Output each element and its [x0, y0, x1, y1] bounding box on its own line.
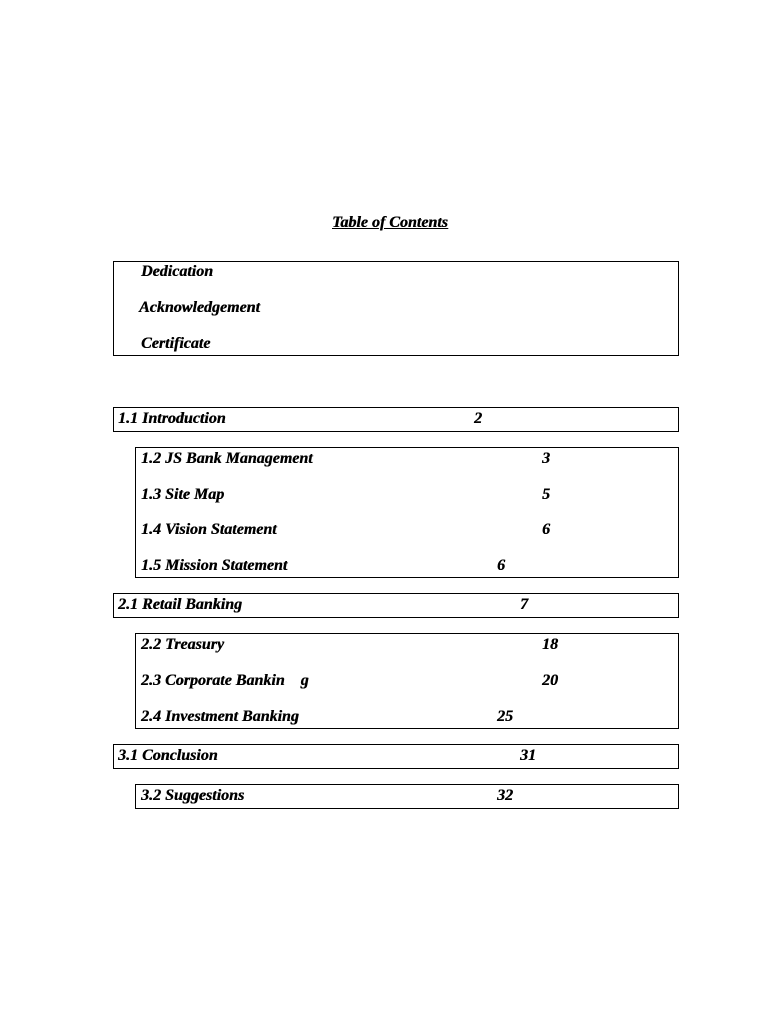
front-matter-acknowledgement[interactable]: Acknowledgement: [139, 299, 260, 316]
toc-entry-page: 32: [497, 787, 513, 804]
toc-entry-page: 6: [542, 521, 550, 538]
toc-entry-title[interactable]: 3.1 Conclusion: [118, 747, 218, 764]
toc-entry-page: 6: [497, 557, 505, 574]
toc-entry-title[interactable]: 1.2 JS Bank Management: [141, 450, 313, 467]
toc-entry-title[interactable]: 3.2 Suggestions: [141, 787, 245, 804]
toc-entry-title[interactable]: 1.1 Introduction: [118, 410, 226, 427]
toc-entry-title[interactable]: 1.3 Site Map: [141, 486, 225, 503]
toc-entry-title[interactable]: 2.1 Retail Banking: [118, 596, 243, 613]
toc-entry-title[interactable]: 1.5 Mission Statement: [141, 557, 288, 574]
toc-entry-page: 25: [497, 708, 513, 725]
toc-entry-title[interactable]: 2.2 Treasury: [141, 636, 224, 653]
toc-entry-title[interactable]: 1.4 Vision Statement: [141, 521, 277, 538]
toc-entry-page: 3: [542, 450, 550, 467]
toc-entry-page: 5: [542, 486, 550, 503]
toc-entry-title[interactable]: 2.4 Investment Banking: [141, 708, 299, 725]
toc-entry-title[interactable]: 2.3 Corporate Bankin g: [141, 672, 309, 689]
toc-entry-page: 18: [542, 636, 558, 653]
front-matter-dedication[interactable]: Dedication: [141, 263, 213, 280]
toc-entry-page: 31: [520, 747, 536, 764]
toc-entry-page: 2: [474, 410, 482, 427]
toc-entry-page: 7: [520, 596, 528, 613]
toc-entry-page: 20: [542, 672, 558, 689]
front-matter-certificate[interactable]: Certificate: [141, 335, 211, 352]
toc-title: Table of Contents: [332, 214, 448, 231]
